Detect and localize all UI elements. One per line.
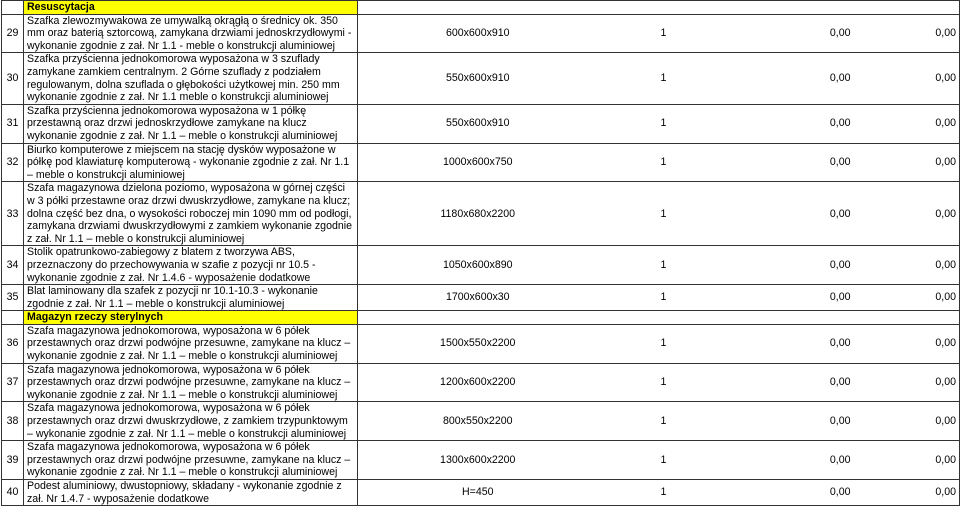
row-quantity: 1: [598, 363, 730, 402]
row-description: Szafa magazynowa jednokomorowa, wyposażona w 6 półek przestawnych oraz drzwi podwójne przesuwne, zamykane na klucz – wykonanie zgodnie z zał. Nr 1.1 – meble o konstrukcji aluminiowej: [24, 441, 358, 480]
row-total: 0,00: [854, 402, 960, 441]
row-description: Szafa magazynowa jednokomorowa, wyposażona w 6 półek przestawnych oraz drzwi podwójne przesuwne, zamykane na klucz – wykonanie zgodnie z zał. Nr 1.1 – meble o konstrukcji aluminiowej: [24, 324, 358, 363]
row-description: Szafa magazynowa jednokomorowa, wyposażona w 6 półek przestawnych oraz drzwi podwójne przesuwne, zamykane na klucz – wykonanie zgodnie z zał. Nr 1.1 – meble o konstrukcji aluminiowej: [24, 363, 358, 402]
row-dimensions: 1500x550x2200: [358, 324, 598, 363]
row-number: 30: [2, 53, 24, 104]
row-number: 36: [2, 324, 24, 363]
table-row: [2, 480, 960, 506]
row-quantity: 1: [598, 14, 730, 53]
row-quantity: 1: [598, 285, 730, 311]
row-quantity: 1: [598, 143, 730, 182]
row-dimensions: 1200x600x2200: [358, 363, 598, 402]
row-unit-price: 0,00: [730, 285, 854, 311]
row-description: Szafka przyścienna jednokomorowa wyposażona w 3 szuflady zamykane zamkiem centralnym. 2 Górne szuflady z podziałem regulowanym, dolna szuflada o głębokości użytkowej min. 250 mm wykonanie zgodnie z zał. Nr 1.1 meble o konstrukcji aluminiowej: [24, 53, 358, 104]
row-total: 0,00: [854, 143, 960, 182]
table-row: [2, 246, 960, 285]
row-unit-price: 0,00: [730, 480, 854, 506]
row-total: 0,00: [854, 182, 960, 246]
row-dimensions: 550x600x910: [358, 53, 598, 104]
row-dimensions: 600x600x910: [358, 14, 598, 53]
row-number: 37: [2, 363, 24, 402]
row-quantity: 1: [598, 324, 730, 363]
row-number: 29: [2, 14, 24, 53]
row-number: 33: [2, 182, 24, 246]
table-row: [2, 182, 960, 246]
section-title: Resuscytacja: [24, 1, 358, 15]
row-unit-price: 0,00: [730, 324, 854, 363]
row-unit-price: 0,00: [730, 143, 854, 182]
row-dimensions: 1050x600x890: [358, 246, 598, 285]
row-quantity: 1: [598, 53, 730, 104]
table-row: [2, 14, 960, 53]
row-dimensions: 1180x680x2200: [358, 182, 598, 246]
table-row: [2, 402, 960, 441]
row-dimensions: 1000x600x750: [358, 143, 598, 182]
table-row: [2, 104, 960, 143]
row-number: 38: [2, 402, 24, 441]
table-row: [2, 363, 960, 402]
row-description: Podest aluminiowy, dwustopniowy, składany - wykonanie zgodnie z zał. Nr 1.4.7 - wyposażenie dodatkowe: [24, 480, 358, 506]
row-dimensions: 1300x600x2200: [358, 441, 598, 480]
row-number: 39: [2, 441, 24, 480]
row-total: 0,00: [854, 246, 960, 285]
section-header-row: [2, 1, 960, 15]
row-number: 32: [2, 143, 24, 182]
row-dimensions: H=450: [358, 480, 598, 506]
row-unit-price: 0,00: [730, 246, 854, 285]
price-table: [1, 0, 960, 506]
row-total: 0,00: [854, 53, 960, 104]
row-quantity: 1: [598, 182, 730, 246]
row-unit-price: 0,00: [730, 441, 854, 480]
row-number: 35: [2, 285, 24, 311]
row-number: 40: [2, 480, 24, 506]
row-unit-price: 0,00: [730, 363, 854, 402]
row-unit-price: 0,00: [730, 182, 854, 246]
row-unit-price: 0,00: [730, 53, 854, 104]
row-number: 34: [2, 246, 24, 285]
section-header-row: [2, 311, 960, 325]
row-total: 0,00: [854, 14, 960, 53]
table-row: [2, 143, 960, 182]
row-description: Szafa magazynowa jednokomorowa, wyposażona w 6 półek przestawnych oraz drzwi dwuskrzydłowe, z zamkiem trzypunktowym – wykonanie zgodnie z zał. Nr 1.1 – meble o konstrukcji aluminiowej: [24, 402, 358, 441]
row-description: Biurko komputerowe z miejscem na stację dysków wyposażone w półkę pod klawiaturę komputerową - wykonanie zgodnie z zał. Nr 1.1 – meble o konstrukcji aluminiowej: [24, 143, 358, 182]
row-unit-price: 0,00: [730, 14, 854, 53]
row-unit-price: 0,00: [730, 104, 854, 143]
row-quantity: 1: [598, 441, 730, 480]
row-total: 0,00: [854, 480, 960, 506]
row-total: 0,00: [854, 104, 960, 143]
row-total: 0,00: [854, 324, 960, 363]
row-total: 0,00: [854, 441, 960, 480]
row-quantity: 1: [598, 480, 730, 506]
row-quantity: 1: [598, 104, 730, 143]
row-total: 0,00: [854, 363, 960, 402]
row-description: Stolik opatrunkowo-zabiegowy z blatem z tworzywa ABS, przeznaczony do przechowywania w szafie z pozycji nr 10.5 - wykonanie zgodnie z zał. Nr 1.4.6 - wyposażenie dodatkowe: [24, 246, 358, 285]
row-description: Szafa magazynowa dzielona poziomo, wyposażona w górnej części w 3 półki przestawne oraz drzwi dwuskrzydłowe, zamykane na klucz; dolna część bez dna, o wysokości roboczej min 1090 mm od podłogi, zamykana drzwiami dwuskrzydłowymi z zamkiem wykonanie zgodnie z zał. Nr 1.1 – meble o konstrukcji aluminiowej: [24, 182, 358, 246]
section-title: Magazyn rzeczy sterylnych: [24, 311, 358, 325]
row-dimensions: 800x550x2200: [358, 402, 598, 441]
row-description: Szafka zlewozmywakowa ze umywalką okrągłą o średnicy ok. 350 mm oraz baterią sztorcową, zamykana drzwiami jednoskrzydłowymi - wykonanie zgodnie z zał. Nr 1.1 - meble o konstrukcji aluminiowej: [24, 14, 358, 53]
row-dimensions: 550x600x910: [358, 104, 598, 143]
table-row: [2, 324, 960, 363]
row-quantity: 1: [598, 246, 730, 285]
table-row: [2, 285, 960, 311]
row-unit-price: 0,00: [730, 402, 854, 441]
table-row: [2, 53, 960, 104]
row-total: 0,00: [854, 285, 960, 311]
row-description: Blat laminowany dla szafek z pozycji nr 10.1-10.3 - wykonanie zgodnie z zał. Nr 1.1 – meble o konstrukcji aluminiowej: [24, 285, 358, 311]
table-row: [2, 441, 960, 480]
row-number: 31: [2, 104, 24, 143]
row-quantity: 1: [598, 402, 730, 441]
row-dimensions: 1700x600x30: [358, 285, 598, 311]
row-description: Szafka przyścienna jednokomorowa wyposażona w 1 półkę przestawną oraz drzwi jednoskrzydłowe zamykane na klucz wykonanie zgodnie z zał. Nr 1.1 – meble o konstrukcji aluminiowej: [24, 104, 358, 143]
